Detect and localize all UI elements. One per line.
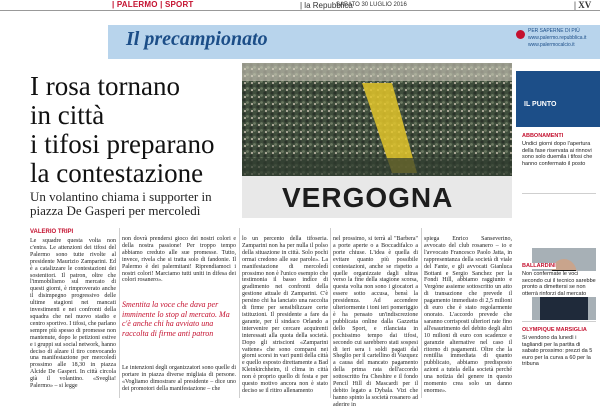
sidebar-item-text: Non confermate le voci secondo cui il tecnico sarebbe pronto a dimettersi se non otterrà rinforzi dal mercato [522, 271, 596, 297]
sidebar-divider [522, 193, 596, 194]
banner-text: VERGOGNA [282, 182, 454, 213]
article-column-4: nel prossimo, si terrà al "Barbera" a porte aperte o a Boccadifalco a porte chiuse. L'idea è quella di evitare quanto più possibile contestazioni, anche se rispetto a quelle organizzate dagli ultras verso la fine della stagione scorsa, questa volta non sono i giocatori a essere sotto accusa, bensì la presidenza. Ad accendere ulteriormente i toni ieri pomeriggio è ha pensato un'indiscrezione pubblicata online dalla Gazzetta dello Sport, e rilanciata in pochissimo tempo dai tifosi, secondo cui sarebbero stati sospesi di ieri sera i soldi pagati dal Sheglio per il cartellino di Vazquez a causa del mancato pagamento della prima rata dell'accordo sottoscritto fra Cheshire e il fondo Pencil Hill di Mascardi per il debito legato a Dybala. Vizi che hanno spinto la società rosanero ad aderire in [333, 236, 418, 408]
sidebar-item-heading: BALLARDINI [522, 263, 556, 269]
section-title: Il precampionato [126, 28, 268, 50]
article-column-3: lo un percento della tifoseria. Zamparini non ha per nulla il polso della situazione in città. Solo pochi ormai credono alle sue parole». La manifestazione di mercoledì prossimo non è l'unico esempio che testimonia il basso indice di gradimento nei confronti della gestione attuale di Zamparini. C'è persino chi ha lanciato una raccolta di firme per sensibilizzare certe istituzioni. Il presidente a fare da garante, per il sindaco Orlando a intervenire per cercare acquirenti interessati alla quota della società. Dopo gli striscioni «Zamparini vattene» che sono comparsi nei giorni scorsi in vari punti della città e quello esposto direttamente a Bad Kleinkirchheim, il clima in città non è proprio quello di festa e per questo motivo ancora non è stato deciso se il ritiro allenamento [242, 236, 328, 394]
column-divider [421, 228, 422, 398]
page-header [0, 0, 600, 11]
section-band [108, 25, 600, 59]
headline-line: la contestazione [30, 158, 204, 188]
headline-line: I rosa tornano [30, 71, 180, 101]
newspaper-name: | la Repubblica [300, 1, 353, 10]
article-column-2: non dovrà prendersi gioco dei nostri colori e della nostra passione! Per troppo tempo abbiamo creduto alle sue promesse. Tutto, invece, rivela che si tratta solo di fandonie. Il Palermo è dei palermitani! Riprendiamoci i nostri colori! Marciamo tutti uniti in difesa dei colori rosanero». [122, 236, 236, 284]
column-divider [119, 228, 120, 398]
column-divider [330, 228, 331, 398]
sidebar-il-punto [516, 63, 600, 400]
fans-protest-photo [242, 63, 512, 218]
sidebar-divider [522, 321, 596, 322]
sidebar-item-heading: OLYMPIQUE MARSIGLIA [522, 327, 587, 333]
info-dot-icon [516, 30, 525, 39]
article-byline: VALERIO TRIPI [30, 229, 74, 235]
more-info-label: PER SAPERNE DI PIÙ [528, 28, 580, 34]
pull-quote: Smentita la voce che dava per imminente lo stop al mercato. Ma c'è anche chi ha avviato una raccolta di firme anti patron [122, 300, 230, 338]
column-divider [239, 228, 240, 398]
headline-line: i tifosi preparano [30, 129, 215, 159]
article-column-2b: Le intenzioni degli organizzatori sono quelle di portare in piazza diverse migliaia di persone. «Vogliamo dimostrare al presidente – dice uno dei promotori della manifestazione – che [122, 365, 236, 392]
website-link[interactable]: www.palermo.repubblica.it [528, 35, 587, 41]
article-subheadline: Un volantino chiama i supporter in piazza De Gasperi per mercoledì [30, 189, 212, 218]
sidebar-item-text: Si vendono da lunedì i tagliandi per la partita di sabato prossimo: prezzi da 5 euro per la curva a 60 per la tribuna [522, 335, 593, 368]
article-column-5: spiega Enrico Sanseverino, avvocato del club rosanero – io e l'avvocato Francesco Paolo Jatta, in rappresentanza della società di viale del Fante, e gli avvocati Gianluca Bottani e Sergio Sanchez per la Fondi Hill, abbiamo raggiunto e Vergòne assieme sottoscritto un atto di transazione che prevede il pagamento immediato di 2,5 milioni di euro che è stato regolarmente onorato. L'accordo prevede che saranno corrisposti ulteriori rate fino all'esaurimento del debito degli altri 10 milioni di euro con scadenze e garanzie alternative nel caso il ritorno di pagamenti. Oltre che la rentillia immediata di quanto pubblicato, abbiamo predisposto azioni a tutela della società perché una notizia del genere in questo momento crea solo un danno enorme». [424, 236, 512, 394]
il-punto-title: IL PUNTO [524, 101, 557, 108]
article-column-1: Le squadre questa volta non c'entra. Le attenzioni dei tifosi del Palermo sono tutte rivolte al presidente Maurizio Zamparini. Ed è a catalizzare le contestazioni dei sostenitori. Il patron, oltre che l'immobilismo sul mercato di questi giorni, è rimproverato anche il disimpegno progressivo delle ultime stagioni nei mancati investimenti e nei confronti della squadra che nel nuovo stadio e centro sportivo. I tifosi, che parlano sempre più spesso di promesse non mantenute, dopo le petizioni estive e i gruppi sui social network, hanno deciso di alzare il tiro convocando una manifestazione per mercoledì prossimo alle 18,30 in piazza Alcide De Gasperi. In città circola già il volantino. «Sveglia! Palermo» – si legge [30, 238, 116, 390]
more-info-box [528, 28, 586, 49]
sidebar-item-heading: ABBONAMENTI [522, 133, 564, 139]
protest-banner [242, 176, 512, 218]
page-number: | XV [574, 0, 592, 10]
club-website-link[interactable]: www.palermocalcio.it [528, 42, 575, 48]
section-label: | PALERMO | SPORT [112, 0, 194, 9]
headline-line: in città [30, 100, 105, 130]
publication-date: SABATO 30 LUGLIO 2016 [336, 2, 407, 8]
il-punto-box [516, 71, 600, 127]
sidebar-item-text: Undici giorni dopo l'apertura della fase riservata ai rinnovi sono solo duemila i tifosi che hanno confermato il posto [522, 141, 593, 167]
article-headline [30, 72, 235, 188]
